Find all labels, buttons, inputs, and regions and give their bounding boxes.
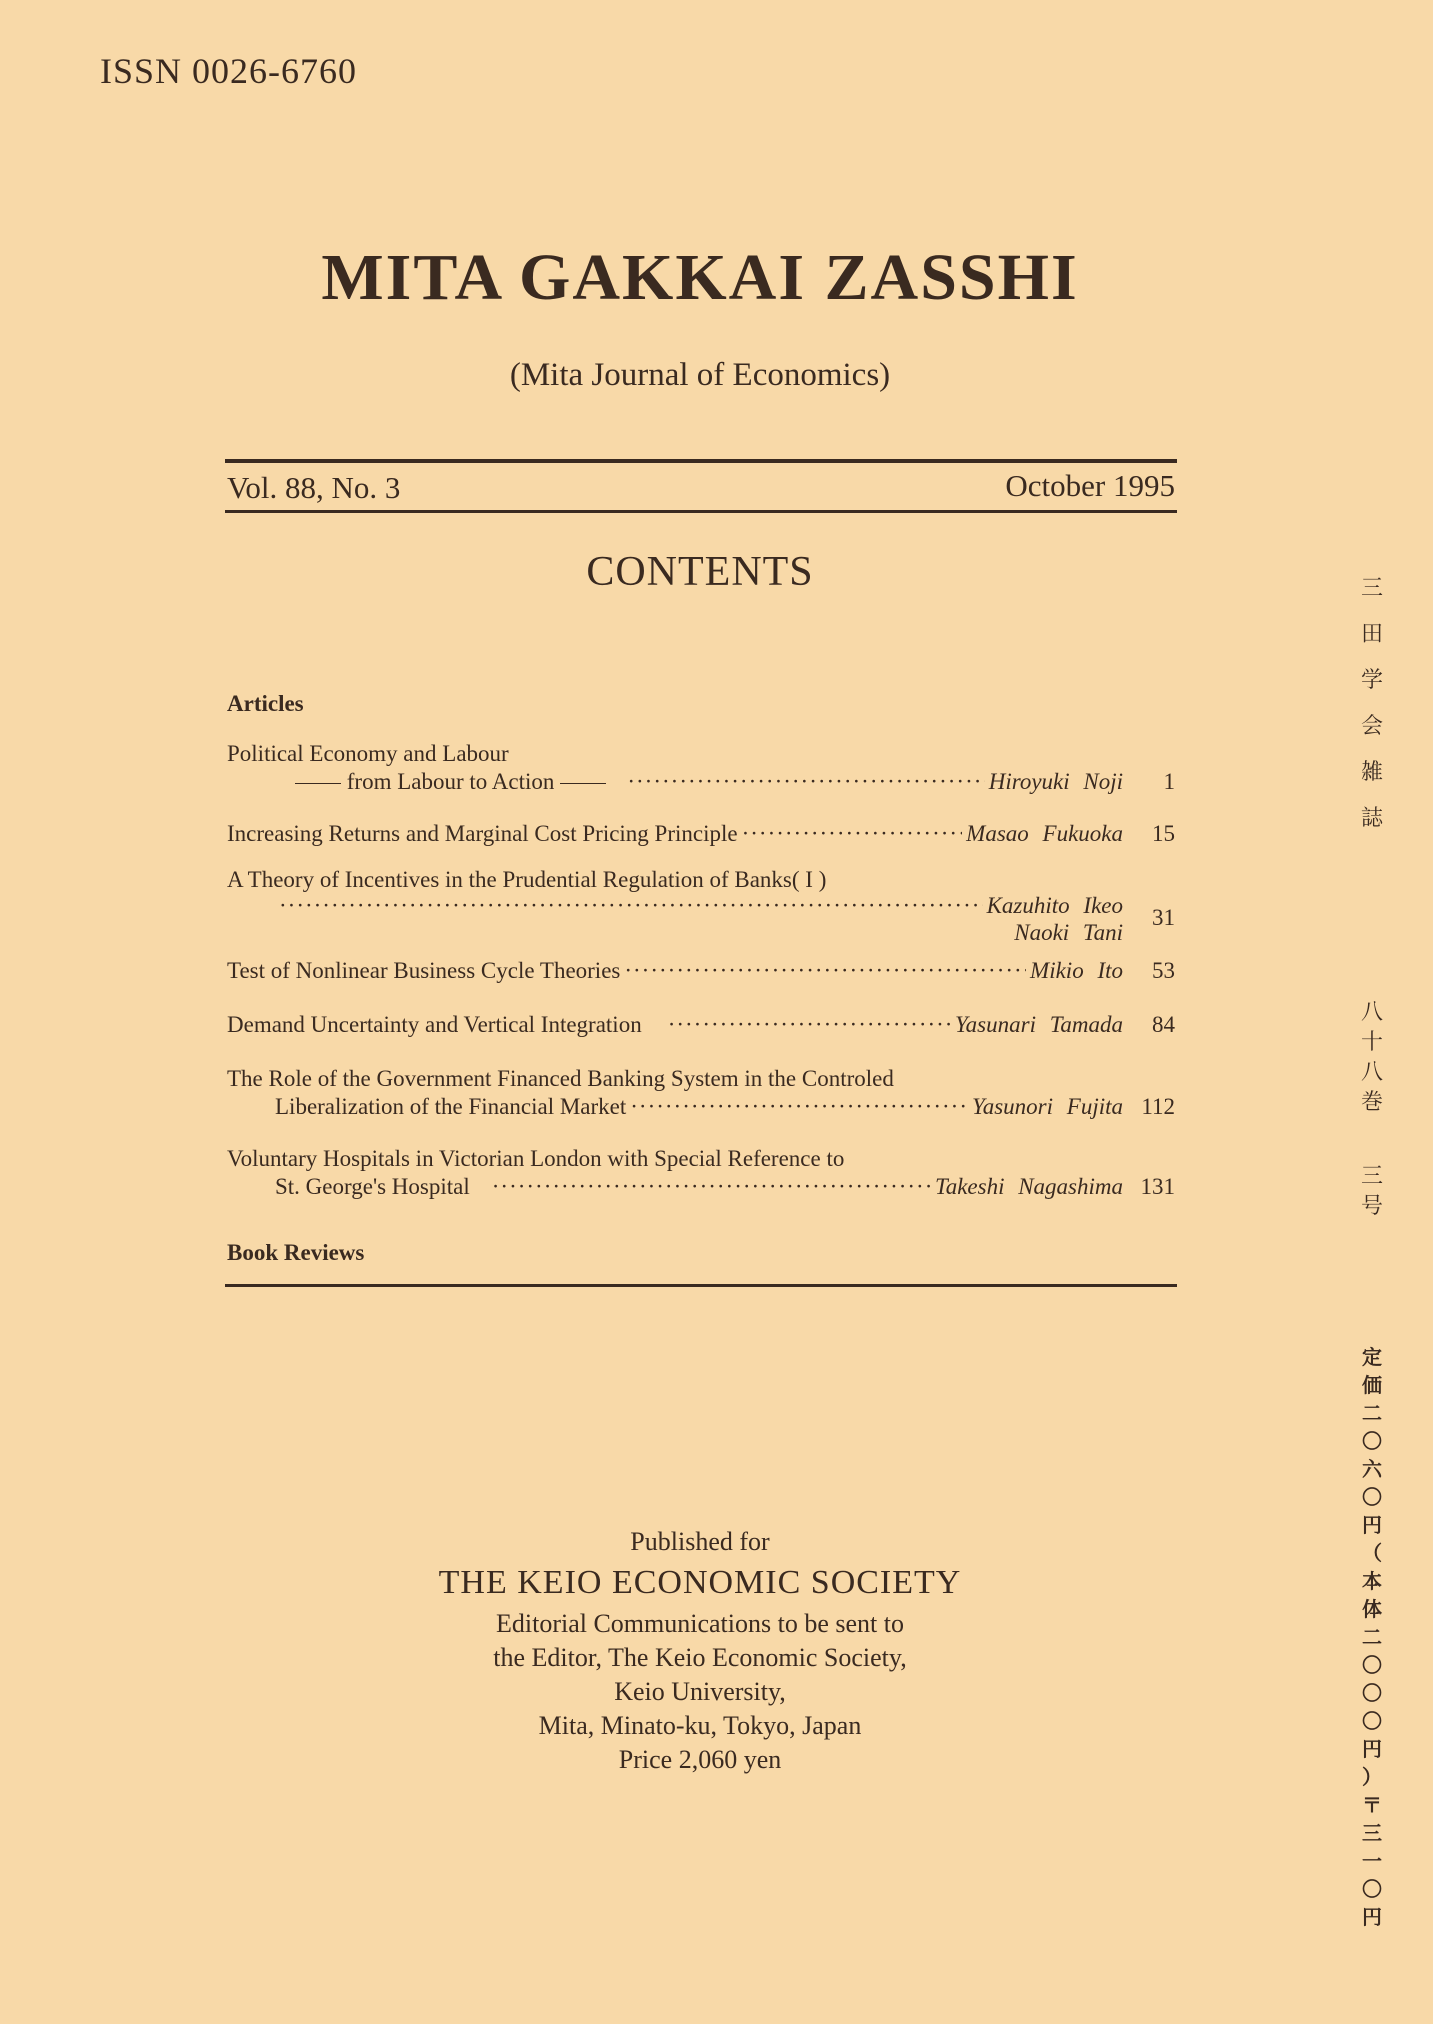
spine-char: 一 [1362, 1849, 1382, 1873]
article-title-continued: St. George's Hospital [275, 1174, 470, 1199]
journal-title: MITA GAKKAI ZASSHI [321, 241, 1079, 314]
spine-char: 三 [1362, 1821, 1382, 1845]
article-subtitle: from Labour to Action [346, 769, 555, 794]
spine-char: ） [1362, 1765, 1382, 1789]
book-reviews-heading: Book Reviews [227, 1240, 365, 1265]
spine-char: 雑 [1360, 760, 1383, 785]
article-entry [227, 1146, 1175, 1206]
article-page: 84 [1152, 1012, 1175, 1037]
article-title-continued: Liberalization of the Financial Market [275, 1094, 627, 1119]
dot-leader [668, 1012, 951, 1038]
article-entry [227, 867, 1175, 947]
spine-char: 三 [1360, 1164, 1383, 1189]
spine-char: 円 [1362, 1737, 1382, 1761]
society-name: THE KEIO ECONOMIC SOCIETY [438, 1564, 962, 1601]
article-author: Takeshi Nagashima [935, 1174, 1123, 1199]
spine-char: 六 [1362, 1457, 1382, 1481]
article-author: Yasunari Tamada [954, 1012, 1123, 1037]
article-author: Hiroyuki Noji [988, 769, 1123, 794]
article-title: The Role of the Government Financed Banking System in the Controled [227, 1066, 894, 1091]
spine-char: 円 [1362, 1905, 1382, 1929]
dot-leader [624, 958, 1026, 984]
article-title: Political Economy and Labour [227, 741, 509, 766]
article-page: 53 [1152, 958, 1175, 983]
dot-leader [630, 1094, 968, 1120]
spine-char: 円 [1362, 1513, 1382, 1537]
spine-char: 学 [1360, 668, 1383, 693]
spine-char: 価 [1362, 1373, 1382, 1397]
spine-char: 号 [1360, 1194, 1383, 1219]
article-page: 131 [1140, 1174, 1175, 1199]
editorial-line: Editorial Communications to be sent to [495, 1609, 904, 1638]
dot-leader [279, 893, 983, 919]
article-page: 15 [1152, 821, 1175, 846]
spine-char: 〇 [1362, 1709, 1382, 1733]
articles-heading: Articles [227, 691, 304, 716]
article-entry [227, 741, 1175, 801]
article-title: Demand Uncertainty and Vertical Integration [227, 1012, 642, 1037]
spine-char: 定 [1362, 1345, 1382, 1369]
spine-char: 三 [1360, 576, 1383, 601]
article-author: Masao Fukuoka [966, 821, 1123, 846]
article-author: Mikio Ito [1030, 958, 1123, 983]
spine-price [1352, 1343, 1392, 1931]
article-title: Increasing Returns and Marginal Cost Pricing Principle [227, 821, 738, 846]
article-entry [227, 821, 1175, 853]
volume-number: Vol. 88, No. 3 [227, 470, 401, 505]
article-entry [227, 1012, 1175, 1044]
contents-heading: CONTENTS [586, 549, 814, 595]
article-page: 1 [1163, 769, 1175, 794]
spine-char: 十 [1360, 1030, 1383, 1055]
address-line: Mita, Minato-ku, Tokyo, Japan [538, 1711, 862, 1740]
article-subtitle-wrap [227, 769, 623, 795]
article-page: 31 [1152, 905, 1175, 930]
em-dash [560, 783, 606, 784]
spine-char: 〇 [1362, 1653, 1382, 1677]
article-author: Kazuhito Ikeo [986, 893, 1123, 918]
dot-leader [492, 1174, 931, 1200]
spine-char: （ [1362, 1541, 1382, 1565]
spine-volume [1352, 998, 1392, 1118]
spine-char: 体 [1362, 1597, 1382, 1621]
issn-number: ISSN 0026-6760 [100, 51, 358, 91]
article-author-second: Naoki Tani [1014, 920, 1123, 945]
bottom-rule [225, 1284, 1177, 1287]
article-title: A Theory of Incentives in the Prudential Regulation of Banks( I ) [227, 867, 827, 892]
top-rule [225, 459, 1177, 463]
spine-char: 八 [1360, 1060, 1383, 1085]
article-author: Yasunori Fujita [972, 1094, 1123, 1119]
dot-leader [742, 821, 963, 847]
journal-subtitle: (Mita Journal of Economics) [509, 357, 891, 393]
editor-line: the Editor, The Keio Economic Society, [493, 1643, 907, 1672]
spine-title [1352, 566, 1392, 842]
issue-date: October 1995 [1005, 468, 1175, 503]
article-entry [227, 1066, 1175, 1126]
article-title: Test of Nonlinear Business Cycle Theories [227, 958, 621, 983]
dot-leader [627, 769, 984, 795]
spine-char: 本 [1362, 1569, 1382, 1593]
spine-char: 〇 [1362, 1429, 1382, 1453]
spine-char: 〇 [1362, 1681, 1382, 1705]
spine-number [1352, 1162, 1392, 1222]
published-for: Published for [630, 1527, 770, 1556]
spine-char: 八 [1360, 1000, 1383, 1025]
em-dash [295, 783, 341, 784]
volume-rule [225, 510, 1177, 513]
publisher-block [0, 1525, 1400, 1777]
spine-char: 〇 [1362, 1877, 1382, 1901]
price-line: Price 2,060 yen [618, 1745, 782, 1774]
spine-char: 誌 [1360, 806, 1383, 831]
spine-char: 巻 [1360, 1090, 1383, 1115]
spine-char: 会 [1360, 714, 1383, 739]
article-page: 112 [1141, 1094, 1175, 1119]
article-title: Voluntary Hospitals in Victorian London with Special Reference to [227, 1146, 845, 1171]
spine-char: 〒 [1362, 1793, 1382, 1817]
article-entry [227, 958, 1175, 990]
university-line: Keio University, [614, 1677, 786, 1706]
spine-char: 田 [1360, 622, 1383, 647]
spine-char: 〇 [1362, 1485, 1382, 1509]
spine-char: 二 [1362, 1625, 1382, 1649]
spine-char: 二 [1362, 1401, 1382, 1425]
